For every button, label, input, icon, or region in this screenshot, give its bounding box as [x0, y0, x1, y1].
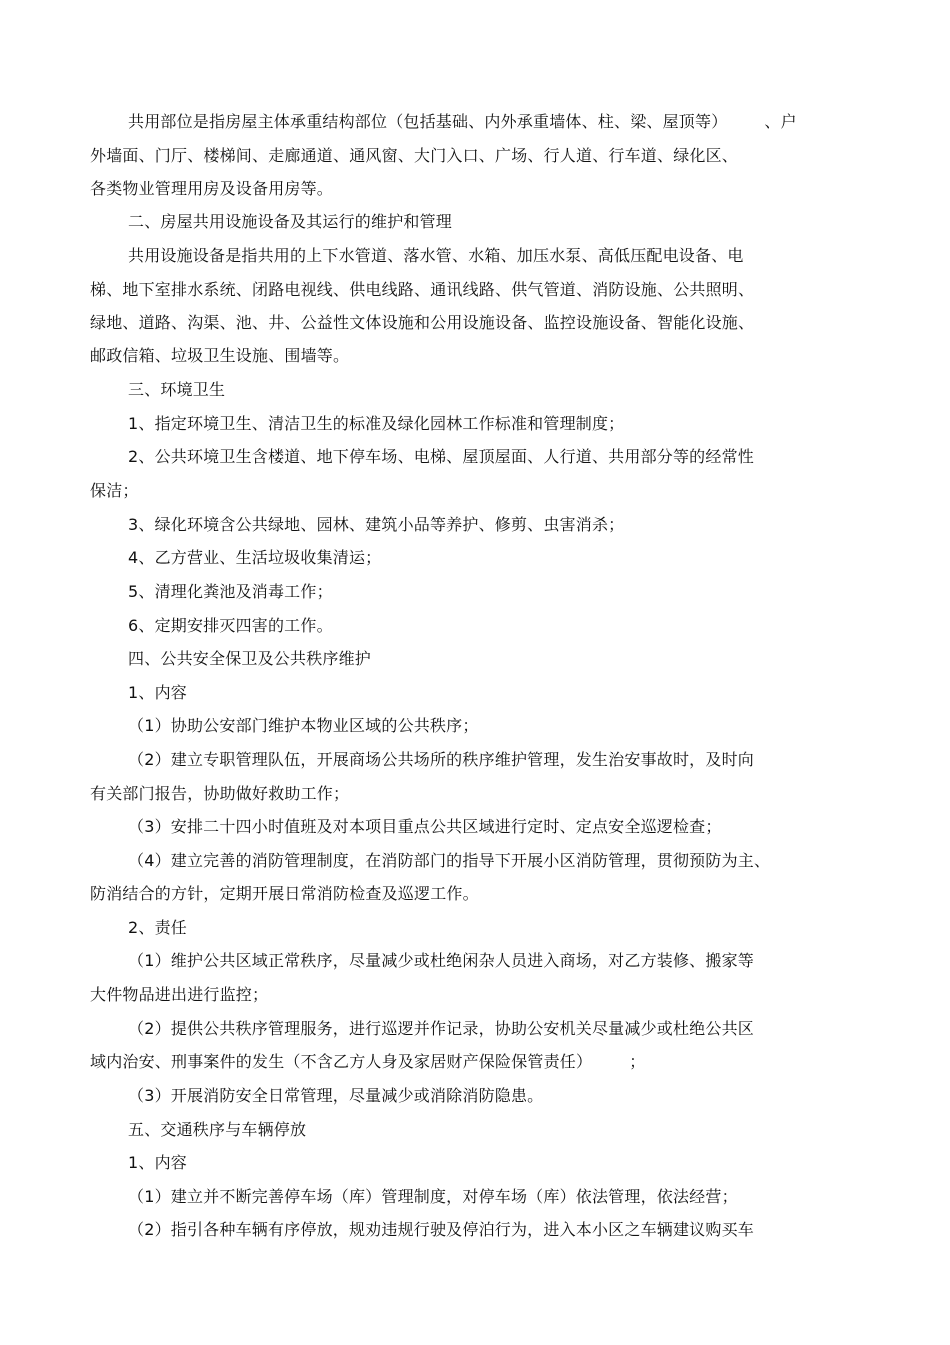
paragraph-line: 各类物业管理用房及设备用房等。 — [90, 179, 334, 198]
list-item: 6、定期安排灭四害的工作。 — [128, 616, 333, 635]
paragraph-line: 梯、地下室排水系统、闭路电视线、供电线路、通讯线路、供气管道、消防设施、公共照明、 — [90, 280, 755, 299]
paragraph-line: 共用设施设备是指共用的上下水管道、落水管、水箱、加压水泵、高低压配电设备、电 — [128, 246, 744, 265]
list-item: （2）建立专职管理队伍，开展商场公共场所的秩序维护管理，发生治安事故时，及时向 — [128, 750, 754, 769]
section-heading: 四、公共安全保卫及公共秩序维护 — [128, 649, 372, 668]
list-item: （4）建立完善的消防管理制度，在消防部门的指导下开展小区消防管理，贯彻预防为主、 — [128, 851, 771, 870]
paragraph-line: 绿地、道路、沟渠、池、井、公益性文体设施和公用设施设备、监控设施设备、智能化设施、 — [90, 313, 755, 332]
paragraph-line: 有关部门报告，协助做好救助工作； — [90, 784, 350, 803]
list-item: 2、公共环境卫生含楼道、地下停车场、电梯、屋顶屋面、人行道、共用部分等的经常性 — [128, 447, 754, 466]
list-item: 5、清理化粪池及消毒工作； — [128, 582, 333, 601]
paragraph-line: 保洁； — [90, 481, 139, 500]
paragraph-line: 外墙面、门厅、楼梯间、走廊通道、通风窗、大门入口、广场、行人道、行车道、绿化区、 — [90, 146, 739, 165]
list-item: 4、乙方营业、生活垃圾收集清运； — [128, 548, 382, 567]
list-item: （1）协助公安部门维护本物业区域的公共秩序； — [128, 716, 479, 735]
list-item: （2）指引各种车辆有序停放，规劝违规行驶及停泊行为，进入本小区之车辆建议购买车 — [128, 1220, 754, 1239]
paragraph-line: 防消结合的方针，定期开展日常消防检查及巡逻工作。 — [90, 884, 479, 903]
paragraph-line: 域内治安、刑事案件的发生（不含乙方人身及家居财产保险保管责任） ； — [90, 1052, 646, 1071]
paragraph-line: 大件物品进出进行监控； — [90, 985, 269, 1004]
list-item: 3、绿化环境含公共绿地、园林、建筑小品等养护、修剪、虫害消杀； — [128, 515, 625, 534]
paragraph-line: 共用部位是指房屋主体承重结构部位（包括基础、内外承重墙体、柱、梁、屋顶等） 、户 — [128, 112, 797, 131]
subsection-heading: 2、责任 — [128, 918, 187, 937]
list-item: （1）建立并不断完善停车场（库）管理制度，对停车场（库）依法管理，依法经营； — [128, 1187, 738, 1206]
subsection-heading: 1、内容 — [128, 1153, 187, 1172]
list-item: （3）开展消防安全日常管理，尽量减少或消除消防隐患。 — [128, 1086, 544, 1105]
list-item: 1、指定环境卫生、清洁卫生的标准及绿化园林工作标准和管理制度； — [128, 414, 625, 433]
section-heading: 三、环境卫生 — [128, 380, 226, 399]
paragraph-line: 邮政信箱、垃圾卫生设施、围墙等。 — [90, 346, 350, 365]
list-item: （1）维护公共区域正常秩序，尽量减少或杜绝闲杂人员进入商场，对乙方装修、搬家等 — [128, 951, 754, 970]
section-heading: 二、房屋共用设施设备及其运行的维护和管理 — [128, 212, 453, 231]
list-item: （3）安排二十四小时值班及对本项目重点公共区域进行定时、定点安全巡逻检查； — [128, 817, 722, 836]
list-item: （2）提供公共秩序管理服务，进行巡逻并作记录，协助公安机关尽量减少或杜绝公共区 — [128, 1019, 754, 1038]
subsection-heading: 1、内容 — [128, 683, 187, 702]
section-heading: 五、交通秩序与车辆停放 — [128, 1120, 307, 1139]
